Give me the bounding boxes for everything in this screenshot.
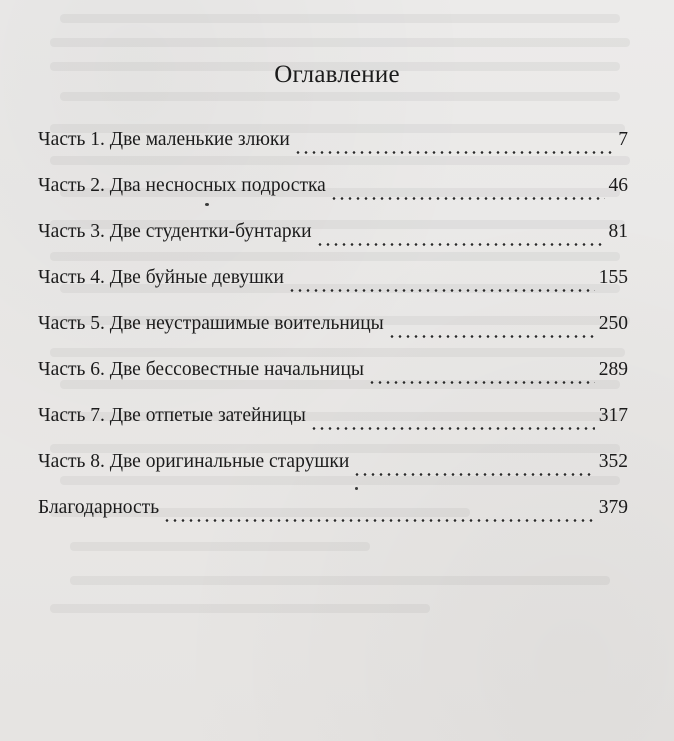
toc-entry-5[interactable] [38, 307, 628, 353]
print-speck [355, 487, 358, 490]
toc-entry-3[interactable] [38, 215, 628, 261]
toc-entry-label: Часть 8. Две оригинальные старушки [38, 451, 350, 472]
toc-page-number: 155 [598, 267, 628, 288]
toc-entry-label: Часть 2. Два несносных подростка [38, 175, 326, 196]
dot-leader [353, 473, 594, 476]
toc-entry-label: Часть 7. Две отпетые затейницы [38, 405, 306, 426]
toc-entry-4[interactable] [38, 261, 628, 307]
table-of-contents [38, 123, 628, 537]
dot-leader [330, 197, 605, 200]
toc-entry-label: Часть 4. Две буйные девушки [38, 267, 284, 288]
toc-entry-2[interactable] [38, 169, 628, 215]
toc-entry-label: Часть 6. Две бессовестные начальницы [38, 359, 365, 380]
toc-page-number: 289 [598, 359, 628, 380]
toc-page-number: 46 [608, 175, 628, 196]
dot-leader [368, 381, 595, 384]
dot-leader [310, 427, 595, 430]
toc-page-number: 250 [598, 313, 628, 334]
toc-entry-6[interactable] [38, 353, 628, 399]
dot-leader [288, 289, 595, 292]
toc-entry-1[interactable] [38, 123, 628, 169]
dot-leader [316, 243, 605, 246]
toc-entry-label: Часть 1. Две маленькие злюки [38, 129, 290, 150]
toc-page-number: 379 [598, 497, 628, 518]
toc-page-number: 317 [598, 405, 628, 426]
dot-leader [294, 151, 614, 154]
toc-page-number: 7 [618, 129, 628, 150]
toc-entry-label: Часть 5. Две неустрашимые воительницы [38, 313, 384, 334]
toc-entry-label: Часть 3. Две студентки-бунтарки [38, 221, 312, 242]
dot-leader [388, 335, 595, 338]
toc-entry-8[interactable] [38, 445, 628, 491]
dot-leader [163, 519, 595, 522]
toc-entry-7[interactable] [38, 399, 628, 445]
contents-title: Оглавление [274, 61, 400, 88]
toc-page-number: 352 [598, 451, 628, 472]
toc-entry-label: Благодарность [38, 497, 160, 518]
toc-page-number: 81 [608, 221, 628, 242]
print-speck [205, 203, 209, 206]
toc-entry-9[interactable] [38, 491, 628, 537]
